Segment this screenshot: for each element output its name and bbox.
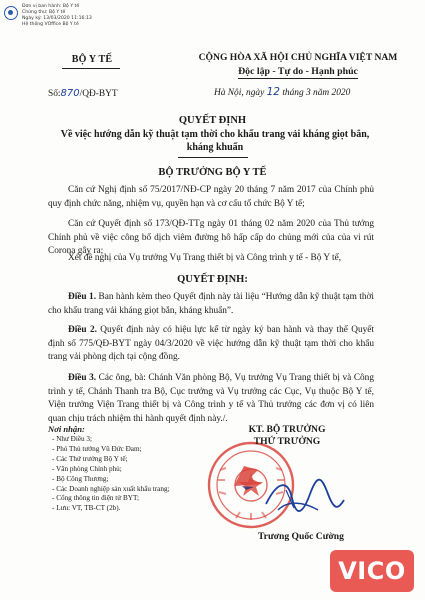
recipients-list bbox=[52, 435, 170, 514]
issue-date bbox=[214, 86, 350, 98]
digital-signature-line: Hệ thống VOffice Bộ Y tế bbox=[22, 22, 79, 27]
issue-date-suffix: tháng 3 năm 2020 bbox=[282, 88, 351, 98]
issue-date-prefix: Hà Nội, ngày bbox=[214, 88, 265, 98]
article-text: Ban hành kèm theo Quyết định này tài liệu “Hướng dẫn kỹ thuật tạm thời cho khẩu trang vải kháng giọt bắn, kháng khuẩn”. bbox=[48, 292, 374, 316]
document-title: QUYẾT ĐỊNH bbox=[178, 115, 247, 126]
vico-logo: VICO bbox=[330, 550, 414, 592]
preamble-paragraph: Căn cứ Quyết định số 173/QĐ-TTg ngày 01 tháng 02 năm 2020 của Thủ tướng Chính phủ về việc công bố dịch viêm đường hô hấp cấp do chủng mới của của vi rút Corona gây ra; bbox=[48, 219, 374, 257]
article-2 bbox=[48, 324, 374, 365]
list-item: - Lưu: VT, TB-CT (2b). bbox=[52, 504, 121, 513]
digital-signature-lines bbox=[22, 4, 92, 28]
article-label: Điều 2. bbox=[68, 325, 97, 335]
issuing-org: BỘ Y TẾ bbox=[71, 54, 113, 65]
article-text: Các ông, bà: Chánh Văn phòng Bộ, Vụ trưởng Vụ Trang thiết bị và Công trình y tế, Chánh Thanh tra Bộ, Cục trưởng và Vụ trưởng các Cục, Vụ thuộc Bộ Y tế, Viện trưởng Viện Trang thiết bị và Công trình y tế và Thủ trưởng các đơn vị có liên quan chịu trách nhiệm thi hành quyết định này./. bbox=[48, 373, 374, 424]
list-item: - Các Thứ trưởng Bộ Y tế; bbox=[52, 454, 128, 463]
list-item: - Phó Thủ tướng Vũ Đức Đam; bbox=[52, 444, 142, 453]
national-title: CỘNG HÒA XÃ HỘI CHỦ NGHĨA VIỆT NAM bbox=[198, 52, 398, 63]
issue-date-handwritten-day: 12 bbox=[266, 86, 280, 98]
signer-name: Trương Quốc Cường bbox=[258, 531, 344, 542]
article-text: Quyết định này có hiệu lực kể từ ngày ký ban hành và thay thế Quyết định số 775/QĐ-BYT ngày 04/3/2020 về việc hướng dẫn kỹ thuật tạm thời cho khẩu trang vải phòng dịch tại cộng đồng. bbox=[48, 325, 374, 363]
list-item: - Cổng thông tin điện tử BYT; bbox=[52, 494, 139, 503]
signer-title bbox=[232, 424, 342, 448]
motto-underline bbox=[238, 78, 358, 79]
list-item: - Như Điều 3; bbox=[52, 435, 93, 443]
preamble-paragraph: Căn cứ Nghị định số 75/2017/NĐ-CP ngày 20 tháng 7 năm 2017 của Chính phủ quy định chức năng, nhiệm vụ, quyền hạn và cơ cấu tổ chức Bộ Y tế; bbox=[48, 185, 374, 209]
list-item: - Bộ Công Thương; bbox=[52, 474, 109, 483]
article-label: Điều 1. bbox=[68, 292, 97, 302]
article-1 bbox=[48, 291, 374, 318]
decision-heading: QUYẾT ĐỊNH: bbox=[177, 274, 248, 285]
document-number-handwritten: 870 bbox=[60, 88, 80, 99]
digital-signature-line: Đơn vị ban hành: Bộ Y tế bbox=[22, 4, 80, 9]
list-item: - Văn phòng Chính phủ; bbox=[52, 464, 122, 473]
digital-signature-line: Ngày ký: 13/03/2020 11:16:13 bbox=[22, 16, 92, 21]
article-label: Điều 3. bbox=[68, 373, 97, 383]
signer-title-line: KT. BỘ TRƯỞNG bbox=[248, 424, 326, 435]
document-number bbox=[48, 88, 118, 99]
recipients-heading: Nơi nhận: bbox=[48, 424, 85, 434]
signer-title-line: THỨ TRƯỞNG bbox=[253, 436, 321, 447]
national-motto: Độc lập - Tự do - Hạnh phúc bbox=[238, 66, 358, 77]
subject-underline bbox=[178, 157, 248, 158]
document-subject: Về việc hướng dẫn kỹ thuật tạm thời cho khẩu trang vải kháng giọt bắn, kháng khuẩn bbox=[60, 129, 370, 153]
org-underline bbox=[62, 68, 120, 69]
digital-signature-box bbox=[4, 4, 164, 40]
article-3 bbox=[48, 372, 374, 426]
seal-icon bbox=[4, 6, 18, 20]
preamble-paragraph: Xét đề nghị của Vụ trưởng Vụ Trang thiết bị và Công trình y tế - Bộ Y tế, bbox=[68, 253, 342, 263]
document-number-suffix: /QĐ-BYT bbox=[79, 89, 118, 99]
handwritten-signature bbox=[258, 470, 348, 530]
list-item: - Các Doanh nghiệp sản xuất khẩu trang; bbox=[52, 484, 170, 493]
digital-signature-line: Chứng thư: Bộ Y tế bbox=[22, 10, 66, 15]
authority-heading: BỘ TRƯỞNG BỘ Y TẾ bbox=[158, 167, 267, 178]
document-number-prefix: Số: bbox=[48, 89, 61, 99]
